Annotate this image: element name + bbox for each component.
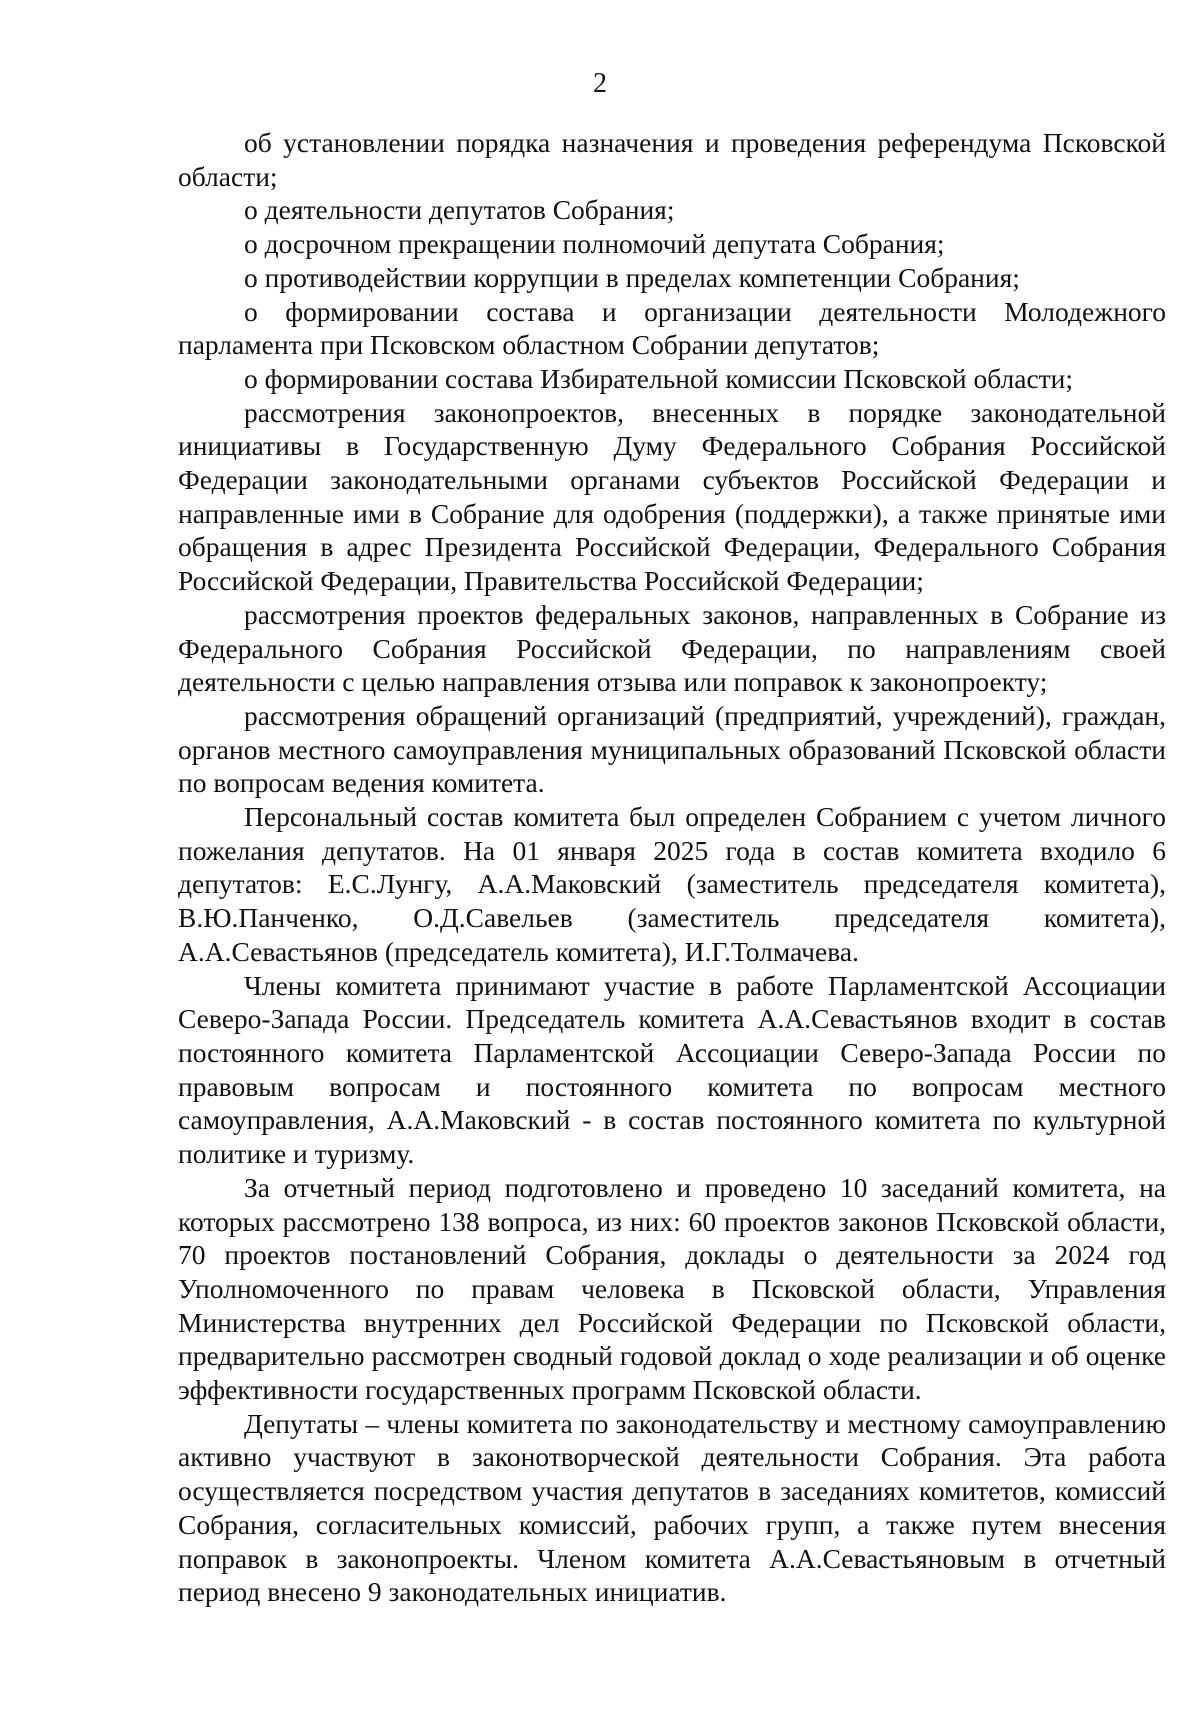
paragraph-parliamentary-association: Члены комитета принимают участие в работе Парламентской Ассоциации Северо-Запада России. Председатель комитета А.А.Севастьянов входит в состав постоянного комитета Парламентской Ассоциации Северо-Запада России по правовым вопросам и постоянного комитета по вопросам местного самоуправления, А.А.Маковский - в состав постоянного комитета по культурной политике и туризму. [178,969,1166,1170]
paragraph-appeals: рассмотрения обращений организаций (предприятий, учреждений), граждан, органов местного самоуправления муниципальных образований Псковской области по вопросам ведения комитета. [178,699,1166,799]
paragraph-committee-composition: Персональный состав комитета был определен Собранием с учетом личного пожелания депутатов. На 01 января 2025 года в состав комитета входило 6 депутатов: Е.С.Лунгу, А.А.Маковский (заместитель председателя комитета), В.Ю.Панченко, О.Д.Савельев (заместитель председателя комитета), А.А.Севастьянов (председатель комитета), И.Г.Толмачева. [178,801,1166,967]
paragraph-federal-bills: рассмотрения проектов федеральных законов, направленных в Собрание из Федерального Собрания Российской Федерации, по направлениям своей деятельности с целью направления отзыва или поправок к законопроекту; [178,598,1166,698]
paragraph-deputies-activity: о деятельности депутатов Собрания; [244,194,675,226]
paragraph-referendum: об установлении порядка назначения и проведения референдума Псковской области; [178,127,1166,192]
paragraph-legislative-work: Депутаты – члены комитета по законодательству и местному самоуправлению активно участвуют в законотворческой деятельности Собрания. Эта работа осуществляется посредством участия депутатов в заседаниях комитетов, комиссий Собрания, согласительных комиссий, рабочих групп, а также путем внесения поправок в законопроекты. Членом комитета А.А.Севастьяновым в отчетный период внесено 9 законодательных инициатив. [178,1407,1166,1608]
paragraph-anti-corruption: о противодействии коррупции в пределах компетенции Собрания; [244,261,1020,293]
paragraph-election-commission: о формировании состава Избирательной комиссии Псковской области; [244,362,1074,394]
paragraph-youth-parliament: о формировании состава и организации деятельности Молодежного парламента при Псковском областном Собрании депутатов; [178,295,1166,361]
page-number: 2 [593,68,607,99]
document-body [178,126,1166,1609]
paragraph-early-termination: о досрочном прекращении полномочий депутата Собрания; [244,228,945,260]
paragraph-bills-review: рассмотрения законопроектов, внесенных в порядке законодательной инициативы в Государственную Думу Федерального Собрания Российской Федерации законодательными органами субъектов Российской Федерации и направленные ими в Собрание для одобрения (поддержки), а также принятые ими обращения в адрес Президента Российской Федерации, Федерального Собрания Российской Федерации, Правительства Российской Федерации; [178,396,1166,597]
paragraph-reporting-period: За отчетный период подготовлено и проведено 10 заседаний комитета, на которых рассмотрено 138 вопроса, из них: 60 проектов законов Псковской области, 70 проектов постановлений Собрания, доклады о деятельности за 2024 год Уполномоченного по правам человека в Псковской области, Управления Министерства внутренних дел Российской Федерации по Псковской области, предварительно рассмотрен сводный годовой доклад о ходе реализации и об оценке эффективности государственных программ Псковской области. [178,1171,1166,1406]
